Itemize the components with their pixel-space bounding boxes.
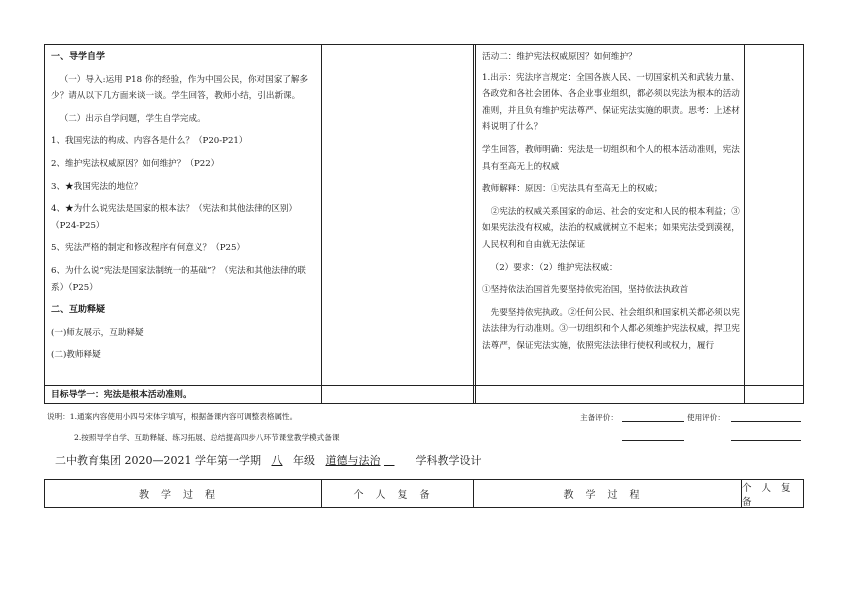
header-personal-prep-1: 个人复备 (321, 480, 473, 507)
teacher-explanation-paragraph: 教师解释：原因：①宪法具有至高无上的权威； (482, 184, 663, 195)
goal-footer: 目标导学一：宪法是根本活动准则。 (45, 385, 803, 403)
reasons-paragraph: ②宪法的权威关系国家的命运、社会的安定和人民的根本利益；③如果宪法没有权威，法治的权威就树立不起来；如果宪法受到漠视，人民权利和自由就无法保证 (482, 206, 740, 250)
question-6: 6、为什么说“宪法是国家法制统一的基础”？（宪法和其他法律的联系）（P25） (51, 265, 306, 293)
requirement-paragraph-2: 先要坚持依宪执政。②任何公民、社会组织和国家机关都必须以宪法法律为行动准则。③一切组织和个人都必须维护宪法权威，捍卫宪法尊严，保证宪法实施，依照宪法法律行使权利或权力，履行 (482, 307, 740, 351)
header-table (44, 479, 804, 508)
intro-paragraph: （一）导入:运用 P18 你的经验，作为中国公民，你对国家了解多少？请从以下几方面来谈一谈。学生回答，教师小结，引出新课。 (51, 74, 309, 102)
note-line-1: 说明：1.通案内容使用小四号宋体字填写，根据备课内容可调整表格属性。 (47, 412, 298, 421)
requirements-heading: （2）要求：（2）维护宪法权威： (490, 262, 618, 273)
requirement-line-1: ①坚持依法治国首先要坚持依宪治国，坚持依法执政首 (482, 285, 689, 296)
personal-prep-right-cell (744, 45, 805, 403)
note-line-2: 2.按照导学自学、互助释疑、练习拓展、总结提高四步八环节课堂教学模式备课 (74, 433, 340, 442)
section2-heading: 二、互助释疑 (51, 305, 106, 316)
personal-prep-left-cell (321, 45, 473, 403)
teaching-process-right-cell (476, 45, 744, 403)
grade-value: 八 (271, 454, 283, 467)
title-suffix: 学科教学设计 (415, 454, 482, 467)
title-prefix: 二中教育集团 2020—2021 学年第一学期 (55, 454, 261, 467)
use-evaluation-blank-2[interactable] (731, 440, 801, 441)
question-5: 5、宪法严格的制定和修改程序有何意义？（P25） (51, 243, 246, 254)
header-teaching-process-1: 教学过程 (139, 490, 227, 501)
use-evaluation-label: 使用评价： (687, 413, 725, 422)
header-personal-prep-2: 个人复备 (741, 480, 805, 507)
subject-value: 道德与法治 (325, 454, 381, 467)
header-teaching-process-2: 教学过程 (473, 480, 741, 507)
self-study-instruction: （二）出示自学问题，学生自学完成。 (59, 113, 206, 124)
main-evaluation-blank-2[interactable] (622, 440, 684, 441)
section2-item-1: (一)师友展示，互助释疑 (51, 327, 144, 338)
document-title (55, 452, 481, 468)
use-evaluation-blank[interactable] (731, 421, 801, 422)
main-evaluation-blank[interactable] (622, 421, 684, 422)
constitution-preamble-paragraph: 1.出示：宪法序言规定：全国各族人民、一切国家机关和武装力量、各政党和各社会团体、各企业事业组织，都必须以宪法为根本的活动准则，并且负有维护宪法尊严、保证宪法实施的职责。思考：上述材料说明了什么？ (482, 72, 740, 133)
grade-suffix: 年级 (292, 454, 315, 467)
lesson-content-table (44, 44, 804, 404)
section2-item-2: (二)教师释疑 (51, 350, 101, 361)
main-evaluation-label: 主备评价： (580, 413, 618, 422)
question-1: 1、我国宪法的构成、内容各是什么？（P20-P21） (51, 136, 248, 147)
question-4: 4、★为什么说宪法是国家的根本法？（宪法和其他法律的区别）（P24-P25） (51, 204, 298, 231)
question-3: 3、★我国宪法的地位？ (51, 181, 143, 192)
question-2: 2、维护宪法权威原因？如何维护？（P22） (51, 158, 220, 169)
teaching-process-left-cell (45, 45, 321, 403)
activity-heading: 活动二：维护宪法权威原因？如何维护？ (482, 52, 637, 62)
student-answer-paragraph: 学生回答，教师明确：宪法是一切组织和个人的根本活动准则，宪法具有至高无上的权威 (482, 144, 740, 172)
section1-heading: 一、导学自学 (51, 52, 106, 62)
